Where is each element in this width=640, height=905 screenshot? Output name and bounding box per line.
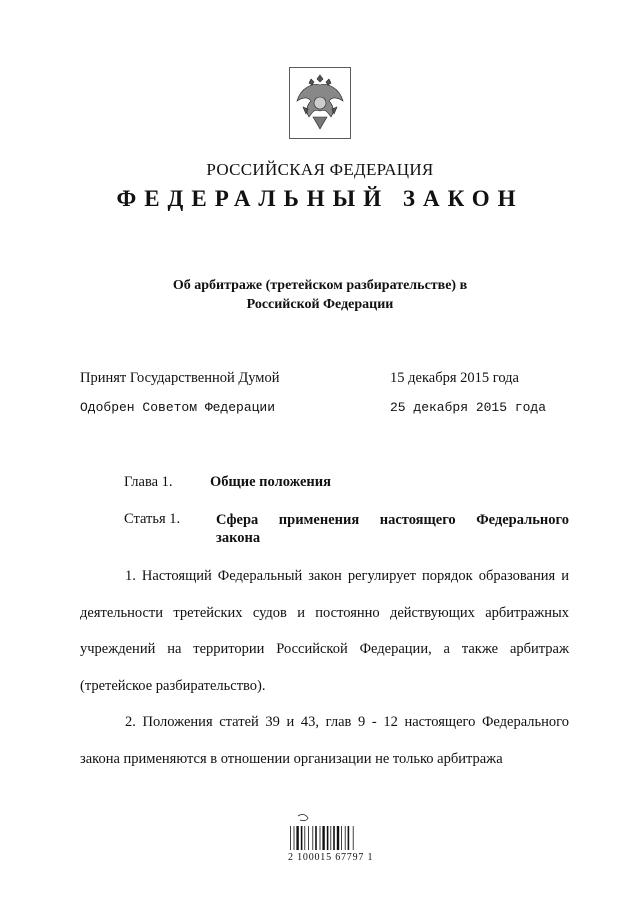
duma-adoption-label: Принят Государственной Думой — [80, 370, 280, 386]
country-name: РОССИЙСКАЯ ФЕДЕРАЦИЯ — [206, 160, 434, 179]
paragraph: 1. Настоящий Федеральный закон регулирует порядок образования и деятельности третейских судов и постоянно действующих арбитражных учреждений на территории Российской Федерации, а также арбитраж (третейское разбирательство). — [80, 568, 569, 694]
paragraph: 2. Положения статей 39 и 43, глав 9 - 12 настоящего Федерального закона применяются в отношении организации не только арбитража — [80, 714, 569, 767]
law-subject-line-1: Об арбитраже (третейском разбирательстве) в — [172, 278, 468, 293]
article-number: Статья 1. — [124, 511, 181, 527]
article-title-line-1: Сфера применения настоящего Федерального — [216, 512, 569, 528]
council-approval-label: Одобрен Советом Федерации — [80, 400, 276, 415]
article-title-line-2: закона — [216, 530, 261, 546]
article-body — [80, 558, 569, 777]
chapter-title: Общие положения — [210, 474, 331, 490]
barcode-number: 2 100015 67797 1 — [288, 852, 374, 863]
chapter-number: Глава 1. — [124, 474, 173, 490]
law-subject-line-2: Российской Федерации — [246, 297, 394, 312]
law-type-title: ФЕДЕРАЛЬНЫЙ ЗАКОН — [116, 186, 524, 211]
council-approval-date: 25 декабря 2015 года — [390, 400, 547, 415]
duma-adoption-date: 15 декабря 2015 года — [390, 370, 519, 386]
law-subject — [150, 276, 490, 314]
coat-of-arms-emblem — [289, 67, 351, 139]
